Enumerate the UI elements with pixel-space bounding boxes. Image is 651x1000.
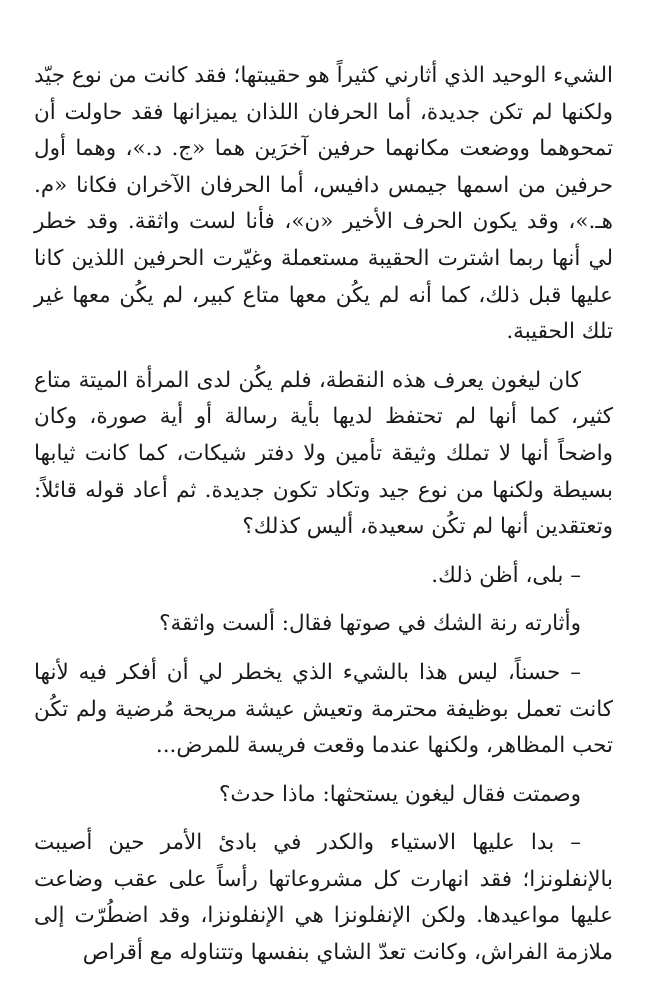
paragraph-3: وأثارته رنة الشك في صوتها فقال: ألست واثقة؟ xyxy=(159,611,581,637)
paragraph-2: كان ليغون يعرف هذه النقطة، فلم يكُن لدى المرأة الميتة متاع كثير، كما أنها لم تحتفظ لديها بأية رسالة أو أية صورة، وكان واضحاً أنها لا تملك وثيقة تأمين ولا دفتر شيكات، كما كانت ثيابها بسيطة ولكنها من نوع جيد وتكاد تكون جديدة. ثم أعاد قوله قائلاً: وتعتقدين أنها لم تكُن سعيدة، أليس كذلك؟ xyxy=(34,367,613,540)
dialog-line-3: – بدا عليها الاستياء والكدر في بادئ الأمر حين أصيبت بالإنفلونزا؛ فقد انهارت كل مشروعاتها رأساً على عقب وضاعت عليها مواعيدها. ولكن الإنفلونزا هي الإنفلونزا، وقد اضطُرّت إلى ملازمة الفراش، وكانت تعدّ الشاي بنفسها وتتناوله مع أقراص xyxy=(34,830,613,966)
dialog-line-1: – بلى، أظن ذلك. xyxy=(431,562,581,588)
paragraph-4: وصمتت فقال ليغون يستحثها: ماذا حدث؟ xyxy=(218,781,581,807)
dialog-line-2: – حسناً، ليس هذا بالشيء الذي يخطر لي أن أفكر فيه لأنها كانت تعمل بوظيفة محترمة وتعيش عيشة مريحة مُرضية ولم تكُن تحب المظاهر، ولكنها عندما وقعت فريسة للمرض... xyxy=(34,659,613,759)
paragraph-1: الشيء الوحيد الذي أثارني كثيراً هو حقيبتها؛ فقد كانت من نوع جيّد ولكنها لم تكن جديدة، أما الحرفان اللذان يميزانها فقد حاولت أن تمحوهما ووضعت مكانهما حرفين آخرَين هما «ج. د.»، وهما أول حرفين من اسمها جيمس دافيس، أما الحرفان الآخران فكانا «م. هـ.»، وقد يكون الحرف الأخير «ن»، فأنا لست واثقة. وقد خطر لي أنها ربما اشترت الحقيبة مستعملة وغيّرت الحرفين اللذين كانا عليها قبل ذلك، كما أنه لم يكُن معها متاع كبير، لم يكُن معها غير تلك الحقيبة. xyxy=(34,63,613,345)
